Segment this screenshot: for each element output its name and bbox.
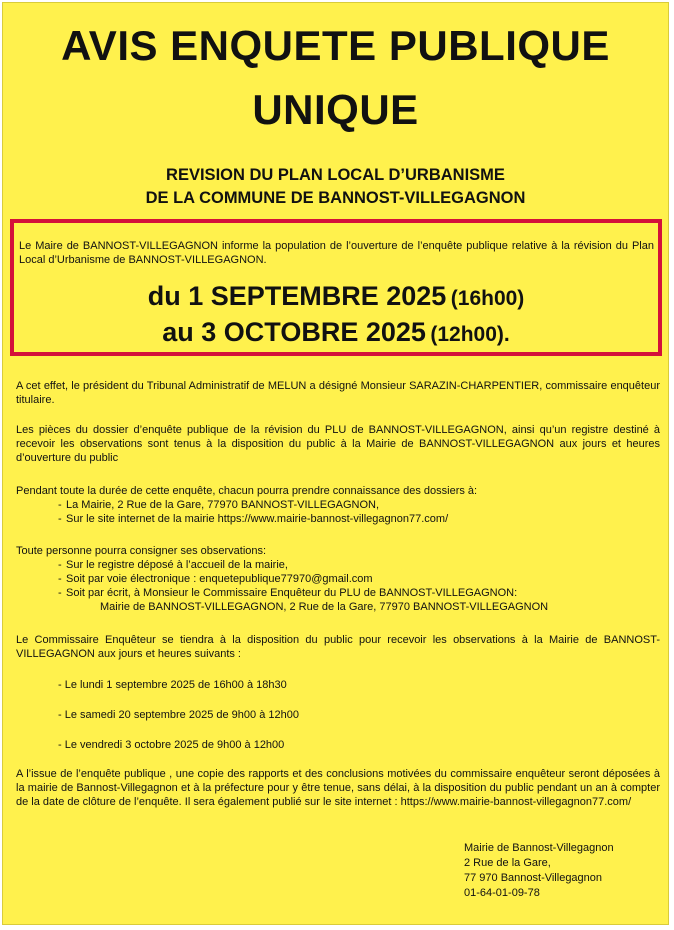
schedule-item: - Le samedi 20 septembre 2025 de 9h00 à 12h00 (58, 709, 299, 721)
notice-title-line1: AVIS ENQUETE PUBLIQUE (61, 22, 610, 69)
schedule-item: - Le vendredi 3 octobre 2025 de 9h00 à 12h00 (58, 739, 285, 751)
mayor-announcement: Le Maire de BANNOST-VILLEGAGNON informe la population de l’ouverture de l’enquête publique relative à la révision du Plan Local d’Urbanisme de BANNOST-VILLEGAGNON. (19, 240, 654, 266)
dossier-paragraph: Les pièces du dossier d’enquête publique de la révision du PLU de BANNOST-VILLEGAGNON, ainsi qu’un registre destiné à recevoir les observations sont tenus à la disposition du public à la Mairie de BANNOST-VILLEGAGNON aux jours et heures d’ouverture du public (16, 424, 660, 464)
notice-page (2, 2, 669, 925)
list-item: - La Mairie, 2 Rue de la Gare, 77970 BANNOST-VILLEGAGNON, (58, 499, 380, 511)
postal-address: Mairie de BANNOST-VILLEGAGNON, 2 Rue de la Gare, 77970 BANNOST-VILLEGAGNON (100, 601, 549, 613)
signature-block (464, 841, 614, 901)
signature-line: 77 970 Bannost-Villegagnon (464, 872, 603, 884)
list-item: - Soit par écrit, à Monsieur le Commissaire Enquêteur du PLU de BANNOST-VILLEGAGNON: (58, 587, 518, 599)
end-date: au 3 OCTOBRE 2025 (162, 317, 426, 347)
start-date-line (14, 281, 658, 312)
schedule-item: - Le lundi 1 septembre 2025 de 16h00 à 18h30 (58, 679, 287, 691)
consultation-section (16, 484, 660, 526)
subtitle-line2: DE LA COMMUNE DE BANNOST-VILLEGAGNON (145, 189, 526, 207)
list-item: - Sur le site internet de la mairie https://www.mairie-bannost-villegagnon77.com/ (58, 513, 449, 525)
signature-line: Mairie de Bannost-Villegagnon (464, 842, 614, 854)
end-date-line (14, 317, 658, 348)
start-date: du 1 SEPTEMBRE 2025 (147, 281, 447, 311)
list-item: - Soit par voie électronique : enquetepublique77970@gmail.com (58, 573, 373, 585)
signature-phone: 01-64-01-09-78 (464, 887, 540, 899)
subtitle-line1: REVISION DU PLAN LOCAL D’URBANISME (166, 166, 505, 184)
consultation-intro: Pendant toute la durée de cette enquête, chacun pourra prendre connaissance des dossiers à: (16, 485, 478, 497)
start-time: (16h00) (450, 287, 525, 310)
inquiry-dates-box (10, 219, 662, 356)
observations-list (16, 558, 660, 600)
commissioner-paragraph: A cet effet, le président du Tribunal Administratif de MELUN a désigné Monsieur SARAZIN-CHARPENTIER, commissaire enquêteur titulaire. (16, 380, 660, 406)
list-item: - Sur le registre déposé à l’accueil de la mairie, (58, 559, 288, 571)
permanence-paragraph: Le Commissaire Enquêteur se tiendra à la disposition du public pour recevoir les observations à la Mairie de BANNOST-VILLEGAGNON aux jours et heures suivants : (16, 634, 660, 660)
consultation-list (16, 498, 660, 526)
signature-line: 2 Rue de la Gare, (464, 857, 551, 869)
notice-title-line2: UNIQUE (252, 86, 419, 133)
observations-section (16, 544, 660, 614)
end-time: (12h00). (430, 323, 510, 346)
observations-intro: Toute personne pourra consigner ses observations: (16, 545, 267, 557)
closing-paragraph: A l’issue de l’enquête publique , une copie des rapports et des conclusions motivées du commissaire enquêteur seront déposées à la mairie de Bannost-Villegagnon et à la préfecture pour y être tenue, sans délai, à la disposition du public pendant un an à compter de la date de clôture de l’enquête. Il sera également publié sur le site internet : https://www.mairie-bannost-villegagnon77.com/ (16, 768, 660, 808)
